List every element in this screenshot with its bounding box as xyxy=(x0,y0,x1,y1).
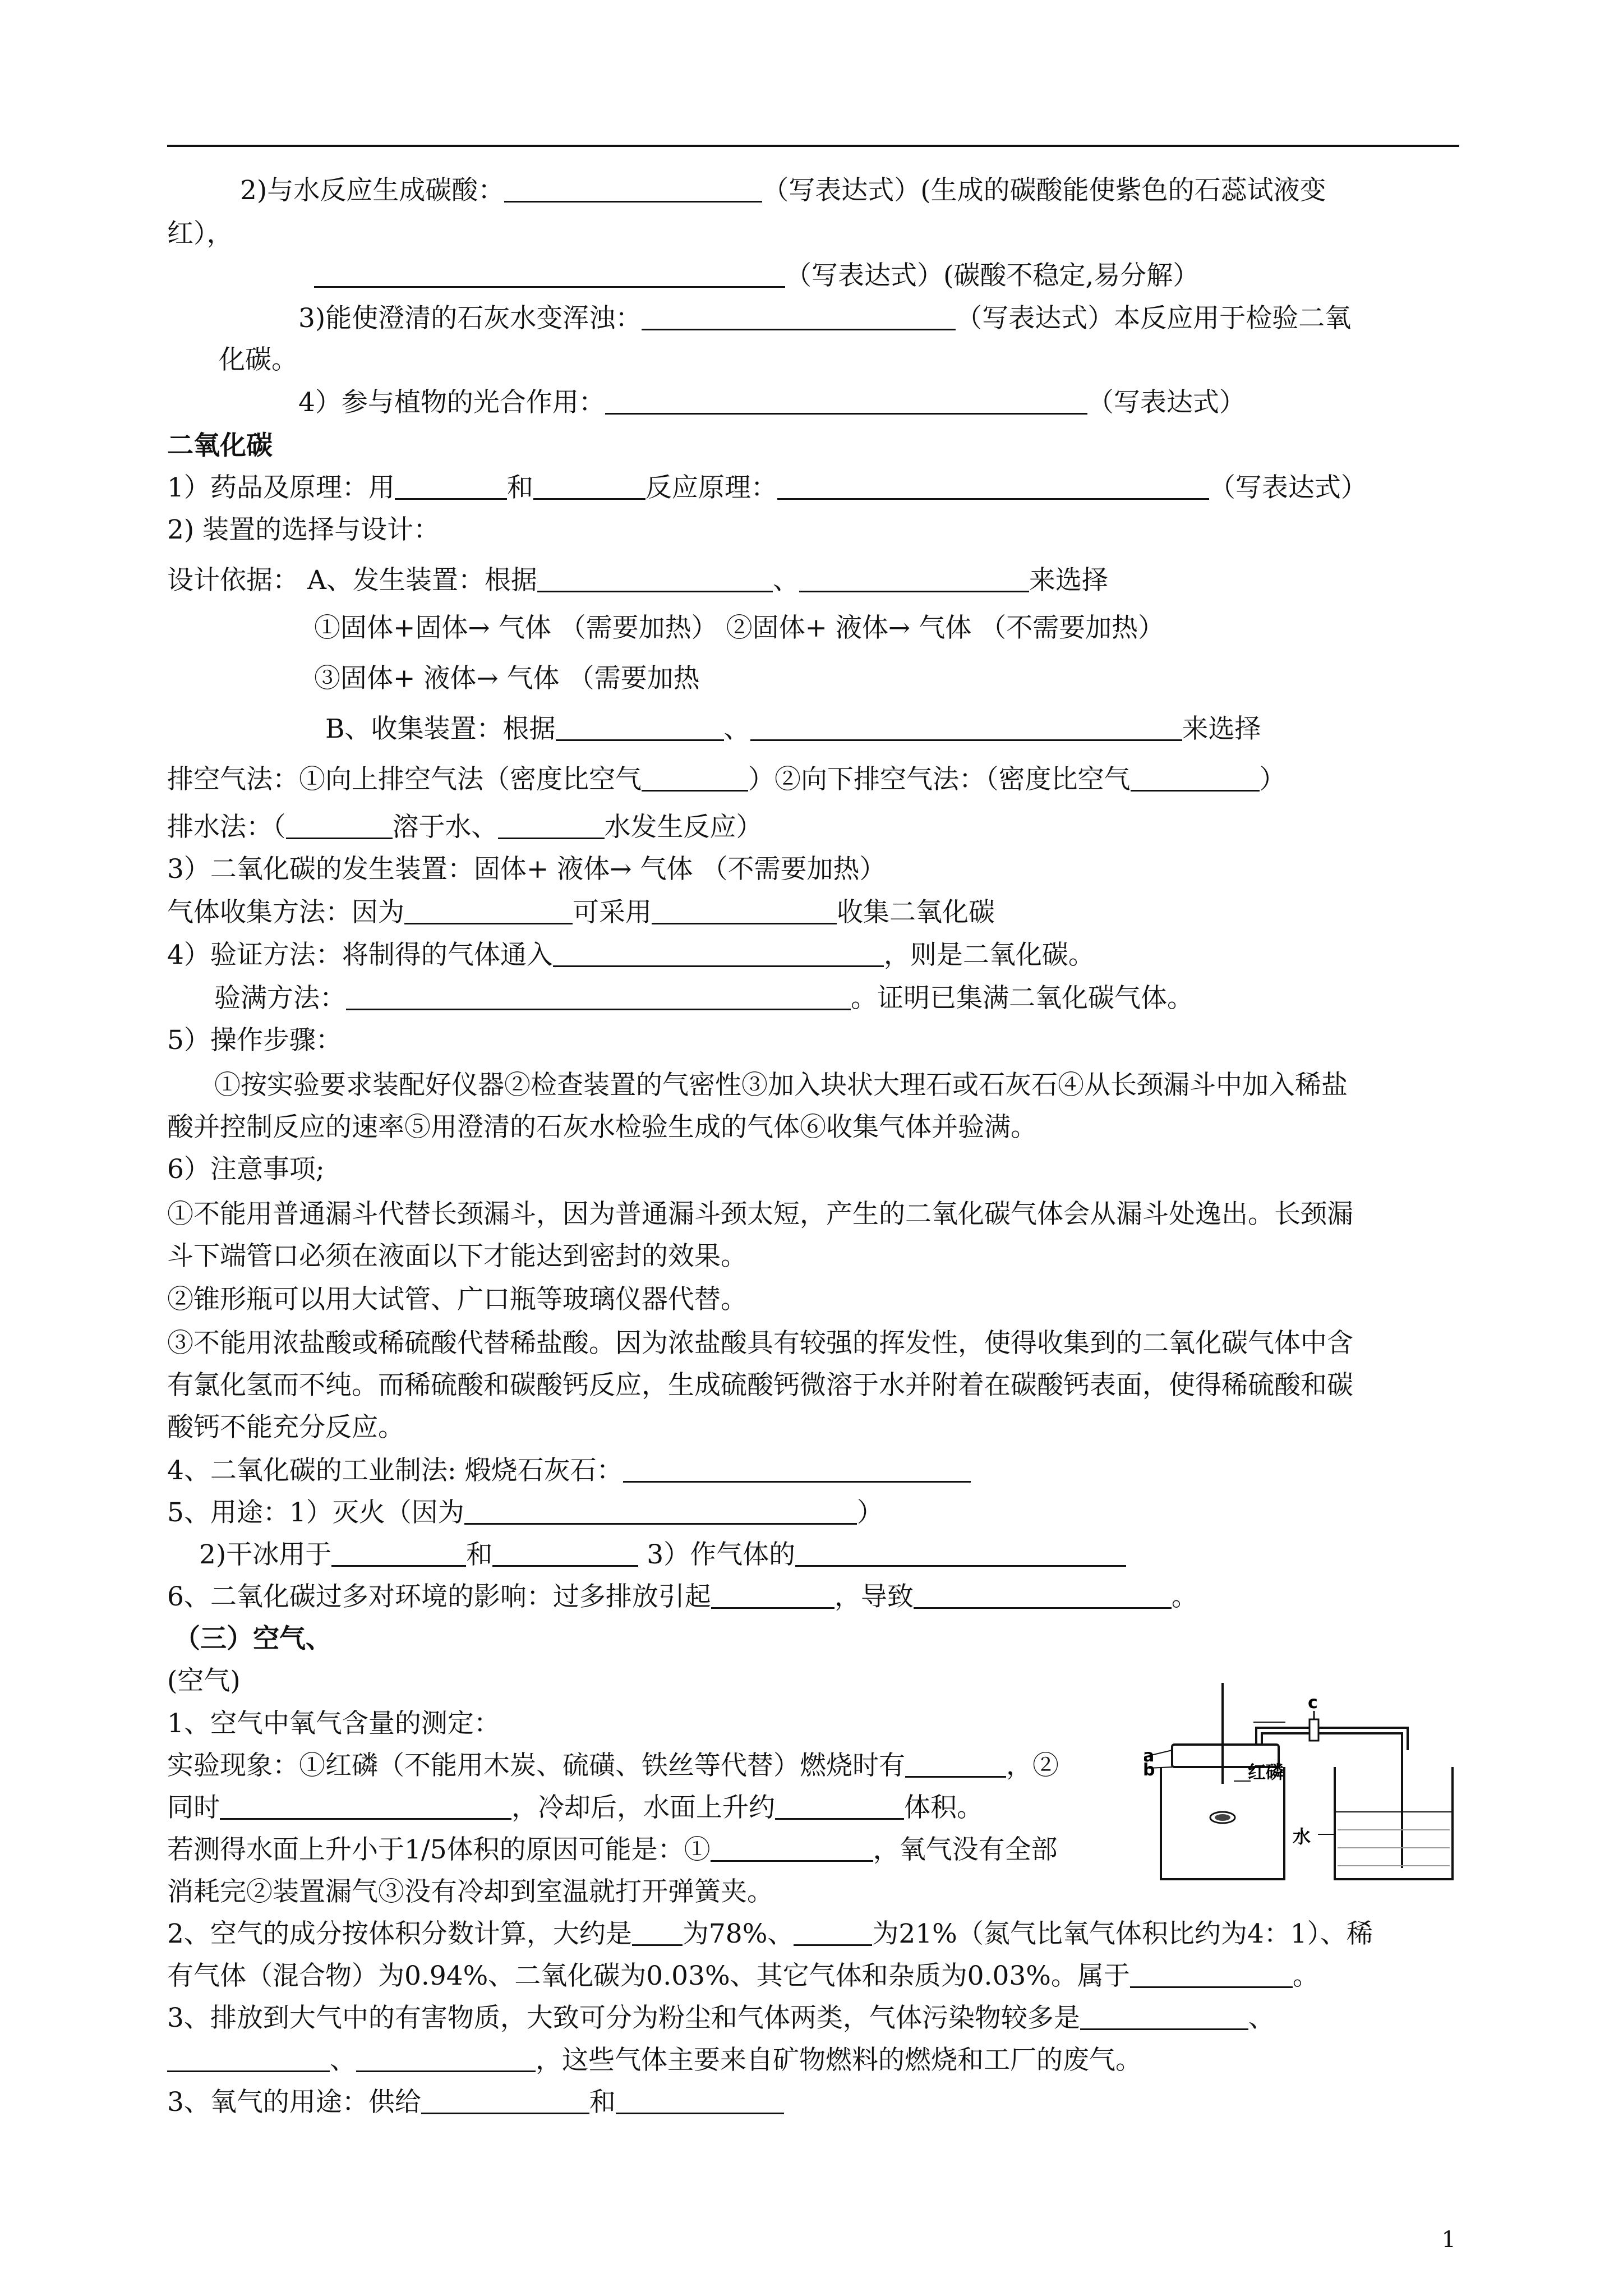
line-text: （写表达式）(碳酸不稳定,易分解） xyxy=(785,260,1200,291)
line-text: 和 xyxy=(589,2087,616,2118)
text-line xyxy=(167,1111,1037,1144)
line-text: 来选择 xyxy=(1182,714,1261,744)
answer-blank xyxy=(1131,765,1260,792)
section-heading xyxy=(167,429,273,463)
line-text: 同时 xyxy=(167,1792,220,1823)
text-line xyxy=(219,343,298,377)
text-line xyxy=(199,1538,1126,1572)
answer-blank xyxy=(616,2088,784,2114)
line-text: 3）作气体的 xyxy=(638,1539,796,1570)
apparatus-svg xyxy=(1144,1683,1458,1885)
text-line xyxy=(167,1369,1353,1402)
line-text: 6）注意事项; xyxy=(167,1154,325,1185)
line-text: 2)干冰用于 xyxy=(199,1539,332,1570)
line-text: 5、用途：1）灭火（因为 xyxy=(167,1497,464,1528)
answer-blank xyxy=(795,1540,1126,1567)
answer-blank xyxy=(356,2046,536,2072)
line-text: 。 xyxy=(1171,1581,1198,1612)
line-text: 来选择 xyxy=(1029,565,1108,596)
line-text: 气体收集方法：因为 xyxy=(167,897,404,928)
answer-blank xyxy=(553,941,884,967)
line-text: ③不能用浓盐酸或稀硫酸代替稀盐酸。因为浓盐酸具有较强的挥发性，使得收集到的二氧化碳气体中含 xyxy=(167,1328,1353,1359)
line-text: 为21%（氮气比氧气体积比约为4：1）、稀 xyxy=(872,1918,1373,1949)
answer-blank xyxy=(346,984,851,1010)
answer-blank xyxy=(421,2088,589,2114)
line-text: （写表达式） xyxy=(1209,472,1367,503)
line-text: ，冷却后，水面上升约 xyxy=(511,1792,775,1823)
line-text: 为78%、 xyxy=(682,1918,794,1949)
answer-blank xyxy=(1130,1962,1293,1988)
line-text: 有气体（混合物）为0.94%、二氧化碳为0.03%、其它气体和杂质为0.03%。属于 xyxy=(167,1961,1130,1991)
line-text: （三）空气、 xyxy=(174,1623,332,1654)
line-text: ，导致 xyxy=(834,1581,914,1612)
text-line xyxy=(167,564,1108,597)
text-line xyxy=(167,1959,1319,1993)
text-line xyxy=(167,1791,983,1825)
page-number: 1 xyxy=(1441,2227,1456,2253)
text-line xyxy=(298,386,1246,420)
text-line xyxy=(167,2086,784,2119)
line-text: 5）操作步骤： xyxy=(167,1025,342,1056)
text-line xyxy=(167,763,1286,797)
line-text: 红）， xyxy=(167,218,233,249)
line-text: 、 xyxy=(772,565,799,596)
line-text: 和 xyxy=(506,472,533,503)
line-text: 水发生反应） xyxy=(604,812,763,843)
line-text: 斗下端管口必须在液面以下才能达到密封的效果。 xyxy=(167,1241,747,1272)
line-text: 1）药品及原理：用 xyxy=(167,472,395,503)
answer-blank xyxy=(775,1793,904,1820)
answer-blank xyxy=(642,304,956,330)
label-b: b xyxy=(1144,1760,1155,1780)
answer-blank xyxy=(498,813,605,839)
line-text: 4、二氧化碳的工业制法: 煅烧石灰石： xyxy=(167,1455,623,1486)
answer-blank xyxy=(286,813,393,839)
text-line xyxy=(214,1069,1348,1102)
line-text: 可采用 xyxy=(573,897,652,928)
line-text: ） xyxy=(1259,764,1286,795)
line-text: 反应原理： xyxy=(645,472,777,503)
answer-blank xyxy=(914,1582,1172,1609)
line-text: 二氧化碳 xyxy=(167,430,273,461)
line-text: 设计依据： A、发生装置：根据 xyxy=(167,565,537,596)
line-text: 、 xyxy=(723,714,750,744)
line-text: ②锥形瓶可以用大试管、广口瓶等玻璃仪器代替。 xyxy=(167,1284,747,1315)
answer-blank xyxy=(711,1835,873,1862)
line-text: 排水法：（ xyxy=(167,812,286,843)
answer-blank xyxy=(504,176,762,203)
line-text: 2、空气的成分按体积分数计算，大约是 xyxy=(167,1918,632,1949)
line-text: ，这些气体主要来自矿物燃料的燃烧和工厂的废气。 xyxy=(536,2045,1142,2076)
line-text: 、 xyxy=(1248,2003,1275,2033)
text-line xyxy=(240,174,1326,208)
text-line xyxy=(314,611,1164,645)
answer-blank xyxy=(556,715,724,741)
label-red-phosphorus: 红磷 xyxy=(1248,1761,1284,1783)
line-text: 2) 装置的选择与设计： xyxy=(167,514,440,545)
text-line xyxy=(325,712,1261,746)
line-text: ，则是二氧化碳。 xyxy=(883,940,1095,970)
text-line xyxy=(214,982,1193,1015)
text-line xyxy=(167,2044,1142,2077)
text-line xyxy=(167,1327,1353,1360)
line-text: 、 xyxy=(330,2045,356,2076)
line-text: 收集二氧化碳 xyxy=(837,897,995,928)
line-text: 溶于水、 xyxy=(392,812,498,843)
answer-blank xyxy=(220,1793,511,1820)
answer-blank xyxy=(331,1540,466,1567)
line-text: 3、氧气的用途：供给 xyxy=(167,2087,421,2118)
answer-blank xyxy=(750,715,1182,741)
line-text: ①不能用普通漏斗代替长颈漏斗，因为普通漏斗颈太短，产生的二氧化碳气体会从漏斗处逸出。长颈漏 xyxy=(167,1199,1353,1230)
label-a: a xyxy=(1144,1746,1155,1766)
line-text: 和 xyxy=(466,1539,493,1570)
line-text: 3、排放到大气中的有害物质，大致可分为粉尘和气体两类，气体污染物较多是 xyxy=(167,2003,1080,2033)
answer-blank xyxy=(777,473,1209,500)
text-line xyxy=(167,1024,342,1057)
text-line xyxy=(167,938,1095,972)
text-line xyxy=(314,259,1199,293)
answer-blank xyxy=(533,473,645,500)
line-text: 酸钙不能充分反应。 xyxy=(167,1412,404,1443)
text-line xyxy=(167,811,763,844)
line-text: （写表达式）本反应用于检验二氧 xyxy=(956,303,1352,334)
answer-blank xyxy=(314,261,785,288)
text-line xyxy=(167,1707,500,1741)
line-text: ）②向下排空气法：（密度比空气 xyxy=(748,764,1131,795)
line-text: 验满方法： xyxy=(214,983,346,1014)
answer-blank xyxy=(905,1751,1006,1778)
text-line xyxy=(167,471,1367,505)
text-line xyxy=(167,217,233,251)
answer-blank xyxy=(492,1540,638,1567)
label-c: c xyxy=(1308,1693,1318,1713)
line-text: ） xyxy=(856,1497,883,1528)
line-text: 。证明已集满二氧化碳气体。 xyxy=(851,983,1193,1014)
line-text: 4）验证方法：将制得的气体通入 xyxy=(167,940,553,970)
answer-blank xyxy=(605,388,1087,415)
line-text: (空气) xyxy=(167,1665,241,1696)
line-text: 2)与水反应生成碳酸： xyxy=(240,175,505,206)
text-line xyxy=(167,1580,1198,1614)
text-line xyxy=(167,1917,1373,1951)
line-text: 消耗完②装置漏气③没有冷却到室温就打开弹簧夹。 xyxy=(167,1876,773,1907)
line-text: 若测得水面上升小于1/5体积的原因可能是：① xyxy=(167,1834,711,1865)
text-line xyxy=(167,1454,971,1488)
answer-blank xyxy=(464,1498,857,1525)
line-text: ①按实验要求装配好仪器②检查装置的气密性③加入块状大理石或石灰石④从长颈漏斗中加入稀盐 xyxy=(214,1070,1348,1101)
line-text: 化碳。 xyxy=(219,344,298,375)
line-text: 实验现象：①红磷（不能用木炭、硫磺、铁丝等代替）燃烧时有 xyxy=(167,1750,905,1781)
line-text: 酸并控制反应的速率⑤用澄清的石灰水检验生成的气体⑥收集气体并验满。 xyxy=(167,1112,1037,1143)
line-text: 排空气法：①向上排空气法（密度比空气 xyxy=(167,764,642,795)
answer-blank xyxy=(652,898,837,924)
line-text: 。 xyxy=(1292,1961,1319,1991)
text-line xyxy=(167,1875,773,1909)
text-line xyxy=(314,662,700,696)
answer-blank xyxy=(1080,2004,1248,2030)
line-text: （写表达式） xyxy=(1087,387,1246,418)
text-line xyxy=(167,1283,747,1317)
answer-blank xyxy=(537,566,773,592)
apparatus-diagram xyxy=(1144,1683,1458,1885)
text-line xyxy=(167,2001,1275,2035)
text-line xyxy=(167,896,995,930)
text-line xyxy=(167,1833,1058,1867)
text-line xyxy=(167,1749,1059,1783)
header-rule xyxy=(167,145,1459,147)
text-line xyxy=(167,853,886,886)
line-text: （写表达式）(生成的碳酸能使紫色的石蕊试液变 xyxy=(762,175,1326,206)
text-line xyxy=(167,1664,241,1698)
answer-blank xyxy=(404,898,573,924)
line-text: ③固体+ 液体→ 气体 （需要加热 xyxy=(314,663,700,694)
line-text: ，氧气没有全部 xyxy=(873,1834,1058,1865)
text-line xyxy=(167,1153,325,1186)
label-water: 水 xyxy=(1293,1826,1311,1847)
answer-blank xyxy=(395,473,507,500)
line-text: 有氯化氢而不纯。而稀硫酸和碳酸钙反应，生成硫酸钙微溶于水并附着在碳酸钙表面，使得稀硫酸和碳 xyxy=(167,1370,1353,1401)
text-line xyxy=(167,1240,747,1273)
text-line xyxy=(167,1496,883,1530)
text-line xyxy=(167,1411,404,1444)
line-text: 4）参与植物的光合作用： xyxy=(298,387,605,418)
answer-blank xyxy=(642,765,748,792)
line-text: ①固体+固体→ 气体 （需要加热） ②固体+ 液体→ 气体 （不需要加热） xyxy=(314,613,1165,643)
line-text: 体积。 xyxy=(904,1792,983,1823)
answer-blank xyxy=(623,1456,971,1483)
line-text: 3)能使澄清的石灰水变浑浊： xyxy=(298,303,642,334)
text-line xyxy=(167,1198,1353,1231)
answer-blank xyxy=(632,1920,683,1946)
answer-blank xyxy=(794,1920,872,1946)
line-text: ，② xyxy=(1006,1750,1059,1781)
answer-blank xyxy=(167,2046,330,2072)
text-line xyxy=(167,513,440,547)
answer-blank xyxy=(711,1582,834,1609)
line-text: 6、二氧化碳过多对环境的影响：过多排放引起 xyxy=(167,1581,711,1612)
line-text: 1、空气中氧气含量的测定： xyxy=(167,1708,500,1739)
line-text: B、收集装置：根据 xyxy=(325,714,556,744)
answer-blank xyxy=(799,566,1029,592)
section-heading xyxy=(174,1622,332,1656)
text-line xyxy=(298,302,1351,335)
line-text: 3）二氧化碳的发生装置：固体+ 液体→ 气体 （不需要加热） xyxy=(167,854,886,885)
